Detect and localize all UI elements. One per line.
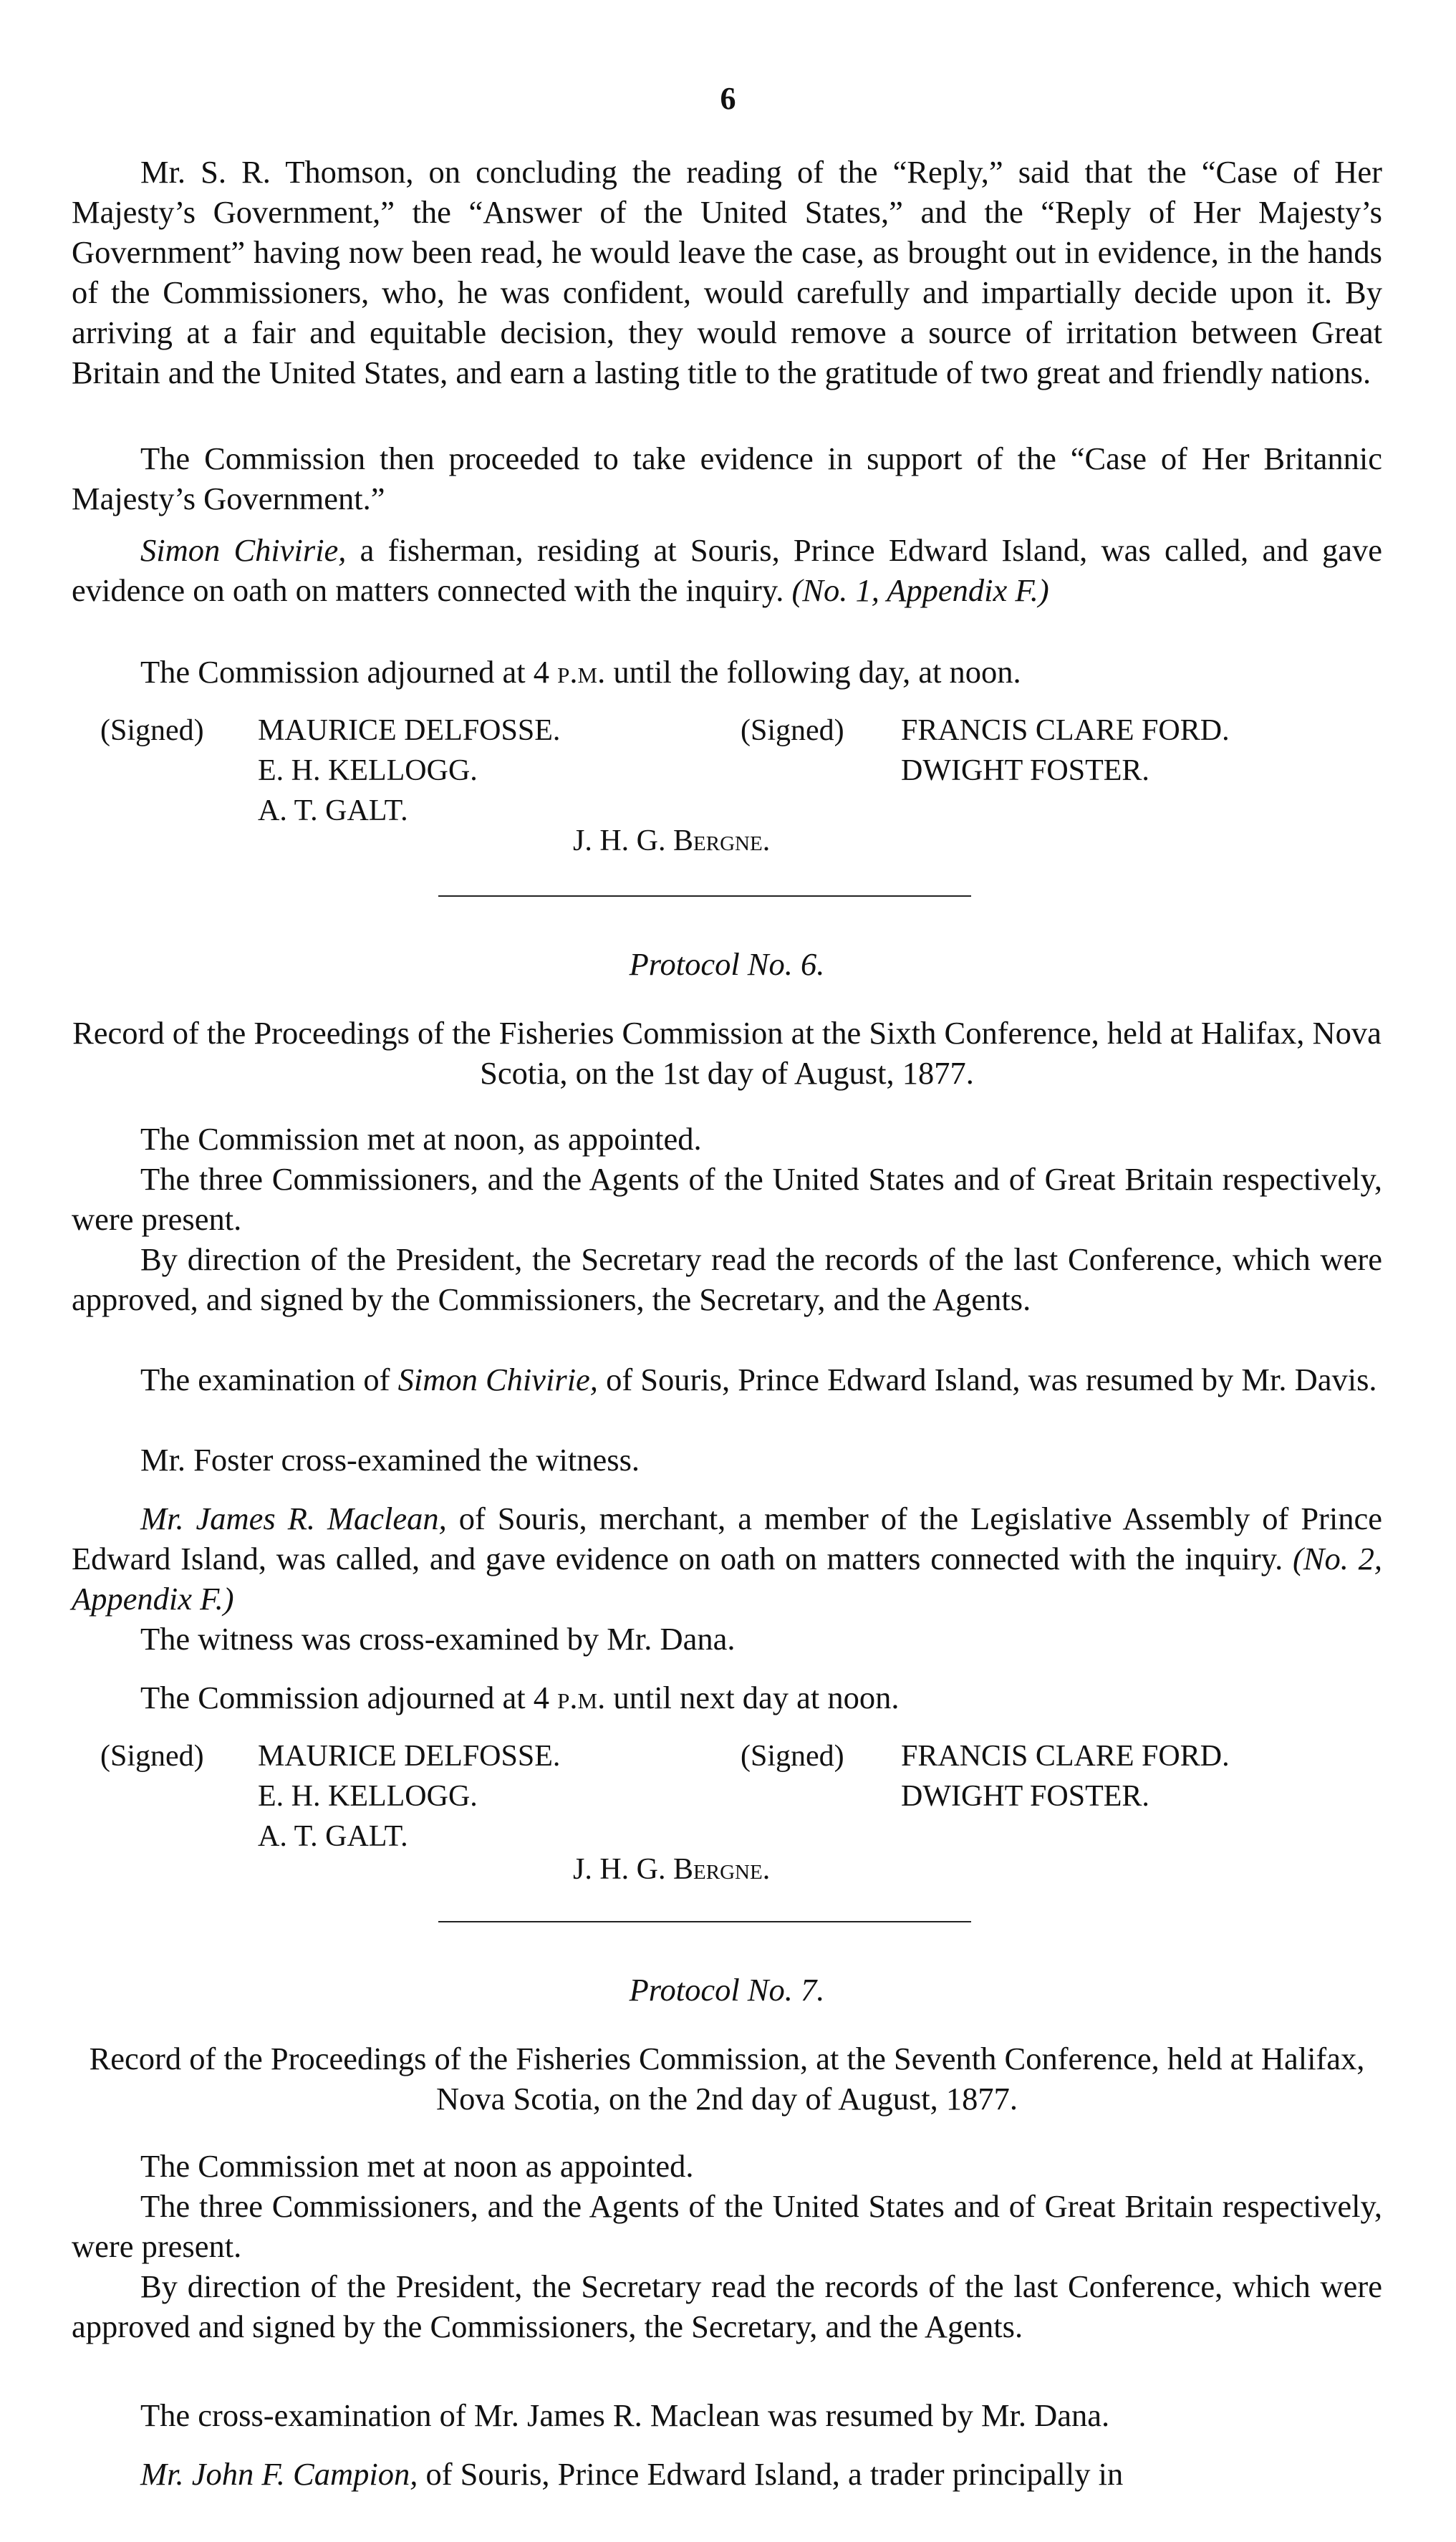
signatory-galt: A. T. GALT. [258, 794, 408, 827]
signatory-foster: DWIGHT FOSTER. [901, 754, 1149, 787]
witness-name: Simon Chivirie, [140, 532, 347, 568]
cross-examination-paragraph: Mr. Foster cross-examined the witness. [140, 1442, 640, 1478]
signatory-delfosse: MAURICE DELFOSSE. [258, 1740, 561, 1773]
signed-label: (Signed) [741, 714, 844, 747]
section-divider [438, 1921, 971, 1922]
commission-evidence-paragraph: The Commission then proceeded to take evidence in support of the “Case of Her Britannic Majesty’s Government.” [72, 440, 1382, 516]
secretary-signature: J. H. G. Bergne. [573, 824, 771, 857]
signatory-kellogg: E. H. KELLOGG. [258, 1780, 478, 1813]
conference-record-title: Record of the Proceedings of the Fisheries Commission at the Sixth Conference, held at Halifax, Nova Scotia, on the 1st day of August, 1877. [72, 1015, 1382, 1091]
section-divider [438, 895, 971, 897]
campion-evidence-paragraph: Mr. John F. Campion, of Souris, Prince Edward Island, a trader principally in [140, 2456, 1124, 2492]
appendix-reference: (No. 2, Appendix F.) [72, 1541, 1383, 1617]
signatory-ford: FRANCIS CLARE FORD. [901, 714, 1230, 747]
records-paragraph: By direction of the President, the Secretary read the records of the last Conference, which were approved, and signed by the Commissioners, the Secretary, and the Agents. [72, 1241, 1382, 1317]
meeting-paragraph: The Commission met at noon as appointed. [140, 2148, 694, 2184]
secretary-signature: J. H. G. Bergne. [573, 1853, 771, 1886]
adjournment-paragraph: The Commission adjourned at 4 p.m. until next day at noon. [140, 1680, 900, 1715]
signatory-ford: FRANCIS CLARE FORD. [901, 1740, 1230, 1773]
protocol-heading: Protocol No. 7. [629, 1972, 825, 2008]
cross-examination-paragraph: The witness was cross-examined by Mr. Dana. [140, 1621, 736, 1657]
cross-examination-paragraph: The cross-examination of Mr. James R. Maclean was resumed by Mr. Dana. [140, 2397, 1110, 2433]
signatory-foster: DWIGHT FOSTER. [901, 1780, 1149, 1813]
maclean-evidence-paragraph: Mr. James R. Maclean, of Souris, merchant, a member of the Legislative Assembly of Prince Edward Island, was called, and gave evidence on oath on matters connected with the inquiry. (No. 2, Appendix F.) [72, 1501, 1383, 1617]
signatory-kellogg: E. H. KELLOGG. [258, 754, 478, 787]
examination-paragraph: The examination of Simon Chivirie, of Souris, Prince Edward Island, was resumed by Mr. Davis. [140, 1362, 1377, 1397]
witness-name: Mr. James R. Maclean, [140, 1501, 447, 1536]
records-paragraph: By direction of the President, the Secretary read the records of the last Conference, which were approved and signed by the Commissioners, the Secretary, and the Agents. [72, 2268, 1382, 2344]
attendance-paragraph: The three Commissioners, and the Agents of the United States and of Great Britain respectively, were present. [72, 1161, 1382, 1237]
conference-record-title: Record of the Proceedings of the Fisheries Commission, at the Seventh Conference, held at Halifax, Nova Scotia, on the 2nd day of August, 1877. [89, 2041, 1365, 2117]
chivirie-evidence-paragraph: Simon Chivirie, a fisherman, residing at Souris, Prince Edward Island, was called, and gave evidence on oath on matters connected with the inquiry. (No. 1, Appendix F.) [72, 532, 1382, 608]
thomson-reply-paragraph: Mr. S. R. Thomson, on concluding the reading of the “Reply,” said that the “Case of Her Majesty’s Government,” the “Answer of the United States,” and the “Reply of Her Majesty’s Government” having now been read, he would leave the case, as brought out in evidence, in the hands of the Commissioners, who, he was confident, would carefully and impartially decide upon it. By arriving at a fair and equitable decision, they would remove a source of irritation between Great Britain and the United States, and earn a lasting title to the gratitude of two great and friendly nations. [72, 154, 1382, 390]
signed-label: (Signed) [741, 1740, 844, 1773]
witness-name: Simon Chivirie, [397, 1362, 598, 1397]
signatory-delfosse: MAURICE DELFOSSE. [258, 714, 561, 747]
signed-label: (Signed) [100, 714, 204, 747]
attendance-paragraph: The three Commissioners, and the Agents of the United States and of Great Britain respectively, were present. [72, 2188, 1382, 2264]
signed-label: (Signed) [100, 1740, 204, 1773]
appendix-reference: (No. 1, Appendix F.) [791, 572, 1049, 608]
witness-name: Mr. John F. Campion, [140, 2456, 418, 2492]
signatory-galt: A. T. GALT. [258, 1820, 408, 1853]
adjournment-paragraph: The Commission adjourned at 4 p.m. until the following day, at noon. [140, 654, 1021, 690]
protocol-heading: Protocol No. 6. [629, 946, 825, 982]
page-number: 6 [720, 81, 736, 116]
meeting-paragraph: The Commission met at noon, as appointed. [140, 1121, 702, 1157]
